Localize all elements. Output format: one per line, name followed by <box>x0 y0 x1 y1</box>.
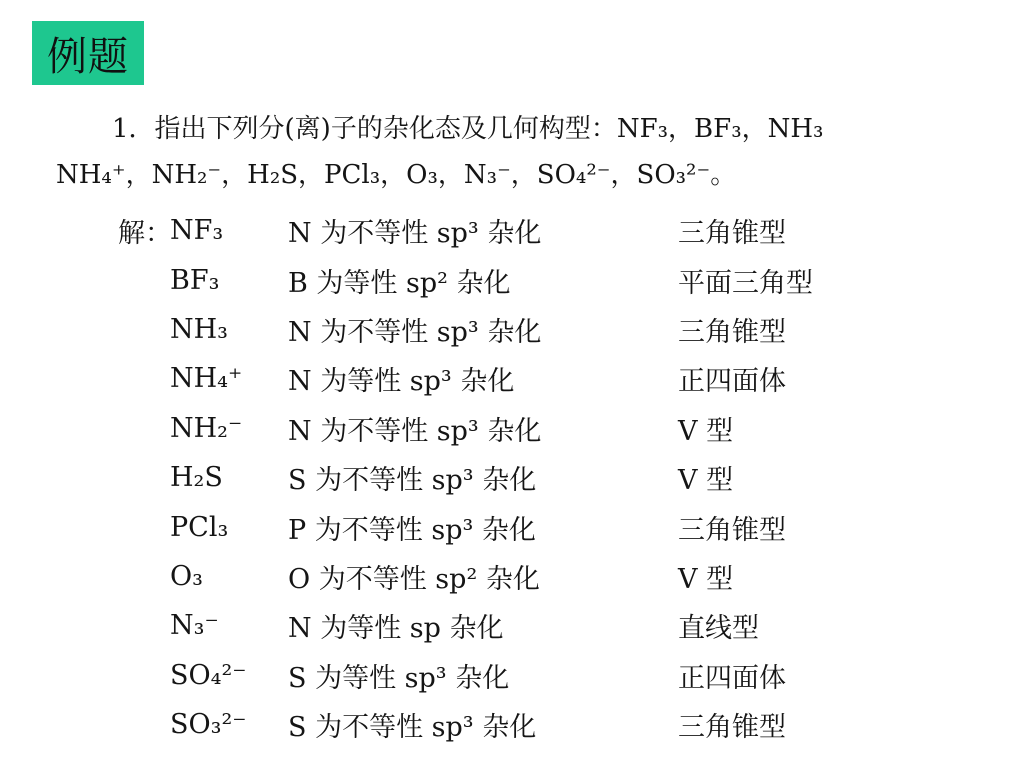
geometry: 直线型 <box>678 613 759 645</box>
answer-table <box>118 206 813 749</box>
hybridization: P 为不等性 sp³ 杂化 <box>288 514 536 546</box>
species: NH₃ <box>170 313 228 345</box>
hybridization: N 为不等性 sp³ 杂化 <box>288 218 542 250</box>
geometry: 三角锥型 <box>678 514 786 546</box>
question-line-1: 1．指出下列分(离)子的杂化态及几何构型：NF₃，BF₃，NH₃ <box>112 114 824 144</box>
answer-row <box>118 700 813 749</box>
species: NH₂⁻ <box>170 412 243 444</box>
answer-row <box>118 305 813 354</box>
species: H₂S <box>170 462 223 494</box>
species: O₃ <box>170 560 203 592</box>
hybridization: N 为不等性 sp³ 杂化 <box>288 415 542 447</box>
geometry: V 型 <box>678 465 734 497</box>
hybridization: N 为等性 sp 杂化 <box>288 613 504 645</box>
geometry: 三角锥型 <box>678 712 786 744</box>
geometry: 三角锥型 <box>678 218 786 250</box>
species: NH₄⁺ <box>170 363 243 395</box>
geometry: V 型 <box>678 415 734 447</box>
hybridization: N 为不等性 sp³ 杂化 <box>288 316 542 348</box>
answer-prefix: 解： <box>118 218 172 250</box>
hybridization: O 为不等性 sp² 杂化 <box>288 563 540 595</box>
hybridization: B 为等性 sp² 杂化 <box>288 267 511 299</box>
species: N₃⁻ <box>170 610 219 642</box>
question-line-2: NH₄⁺，NH₂⁻，H₂S，PCl₃，O₃，N₃⁻，SO₄²⁻，SO₃²⁻。 <box>56 160 737 190</box>
geometry: V 型 <box>678 563 734 595</box>
example-badge: 例题 <box>32 21 144 85</box>
geometry: 正四面体 <box>678 366 786 398</box>
species: NF₃ <box>170 215 224 247</box>
question-text <box>56 106 1006 198</box>
species: BF₃ <box>170 264 220 296</box>
geometry: 平面三角型 <box>678 267 813 299</box>
answer-row <box>118 206 813 255</box>
species: SO₃²⁻ <box>170 709 247 741</box>
answer-row <box>118 453 813 502</box>
species: SO₄²⁻ <box>170 659 247 691</box>
answer-row <box>118 255 813 304</box>
hybridization: S 为等性 sp³ 杂化 <box>288 662 510 694</box>
answer-row <box>118 552 813 601</box>
hybridization: S 为不等性 sp³ 杂化 <box>288 712 537 744</box>
answer-row <box>118 404 813 453</box>
answer-row <box>118 651 813 700</box>
answer-row <box>118 502 813 551</box>
species: PCl₃ <box>170 511 229 543</box>
geometry: 三角锥型 <box>678 316 786 348</box>
hybridization: N 为等性 sp³ 杂化 <box>288 366 515 398</box>
answer-row <box>118 601 813 650</box>
answer-row <box>118 354 813 403</box>
geometry: 正四面体 <box>678 662 786 694</box>
hybridization: S 为不等性 sp³ 杂化 <box>288 465 537 497</box>
